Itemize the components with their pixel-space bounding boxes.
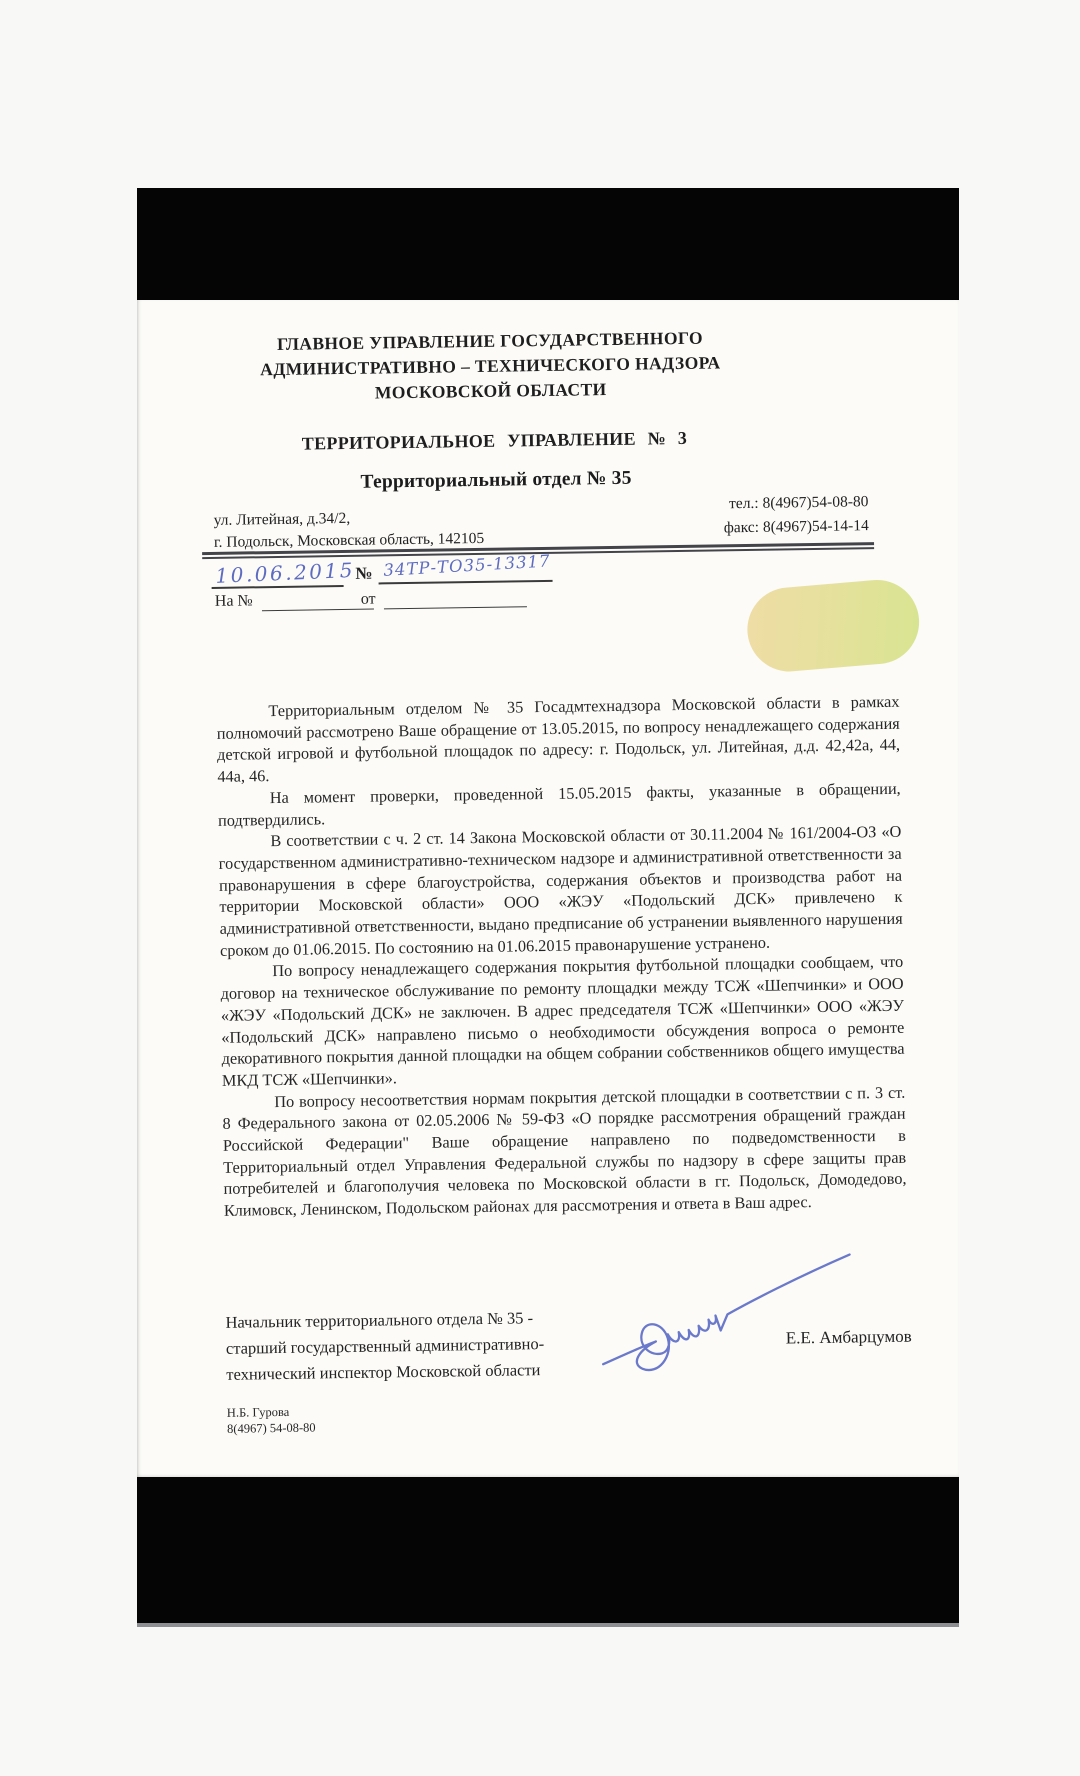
signer-name: Е.Е. Амбарцумов	[785, 1326, 912, 1348]
letter-page	[137, 300, 959, 1477]
letter-content	[127, 294, 966, 1483]
bottom-redaction-bar	[137, 1477, 959, 1627]
reply-from-underline	[384, 606, 527, 609]
letter-paragraph: На момент проверки, проведенной 15.05.2015 факты, указанные в обращении, подтвердились.	[217, 778, 901, 830]
signer-position-line1: Начальник территориального отдела № 35 -	[225, 1308, 534, 1332]
outgoing-number-handwritten: 34ТР-ТО35-13317	[382, 551, 552, 580]
fax-line: факс: 8(4967)54-14-14	[723, 517, 869, 537]
org-name-line1: ГЛАВНОЕ УПРАВЛЕНИЕ ГОСУДАРСТВЕННОГО	[276, 327, 704, 354]
org-name-line2: АДМИНИСТРАТИВНО – ТЕХНИЧЕСКОГО НАДЗОРА	[260, 352, 721, 380]
executor-phone: 8(4967) 54-08-80	[227, 1420, 316, 1436]
phone-line: тел.: 8(4967)54-08-80	[728, 493, 869, 513]
executor-block	[227, 1404, 316, 1437]
handwritten-signature	[597, 1250, 859, 1384]
contacts-block	[583, 490, 869, 542]
letterhead-org-name	[128, 323, 853, 409]
executor-name: Н.Б. Гурова	[226, 1404, 290, 1420]
signer-position-line3: технический инспектор Московской области	[226, 1360, 541, 1384]
number-underline	[379, 580, 553, 585]
letter-paragraph: По вопросу несоответствия нормам покрытия детской площадки в соответствии с п. 3 ст. 8 Федерального закона от 02.05.2006 № 59-ФЗ «О порядке рассмотрения обращений граждан Российской Федерации" Ваше обращение направлено по подведомственности в Территориальный отдел Управления Федеральной службы по надзору в сфере защиты прав потребителей и благополучия человека по Московской области в гг. Подольск, Домодедово, Климовск, Ленинском, Подольском районах для рассмотрения и ответа в Ваш адрес.	[222, 1082, 907, 1221]
scanned-letter	[137, 188, 959, 1623]
reply-number-underline	[262, 609, 374, 612]
reply-to-number-label: На №	[214, 592, 253, 610]
letter-paragraph: Территориальным отделом № 35 Госадмтехнадзора Московской области в рамках полномочий рассмотрено Ваше обращение от 13.05.2015, по вопросу ненадлежащего содержания детской игровой и футбольной площадок по адресу: г. Подольск, ул. Литейная, д.д. 42,42а, 44, 44а, 46.	[216, 691, 901, 786]
top-redaction-bar	[137, 188, 959, 300]
letter-body	[216, 691, 907, 1222]
address-block	[213, 506, 484, 554]
signer-position-block	[225, 1304, 626, 1388]
territorial-department-title: Территориальный отдел № 35	[360, 467, 632, 493]
org-name-line3: МОСКОВСКОЙ ОБЛАСТИ	[374, 379, 607, 403]
letter-paragraph: В соответствии с ч. 2 ст. 14 Закона Московской области от 30.11.2004 № 161/2004-ОЗ «О государственном административно-техническом надзоре и административной ответственности за правонарушения в сфере благоустройства, содержания объектов и производства работ на территории Московской области» ООО «ЖЭУ «Подольский ДСК» привлечено к административной ответственности, выдано предписание об устранении выявленного нарушения сроком до 01.06.2015. По состоянию на 01.06.2015 правонарушение устранено.	[218, 821, 903, 960]
number-sign-label: №	[355, 563, 373, 583]
redaction-sticker	[744, 577, 922, 675]
letter-paragraph: По вопросу ненадлежащего содержания покрытия футбольной площадки сообщаем, что договор на техническое обслуживание по ремонту площадки между ТСЖ «Шепчинки» и ООО «ЖЭУ «Подольский ДСК» не заключен. В адрес председателя ТСЖ «Шепчинки» ООО «ЖЭУ «Подольский ДСК» направлено письмо о необходимости обсуждения вопроса о ремонте декоративного покрытия данной площадки на общем собрании собственников общего имущества МКД ТСЖ «Шепчинки».	[220, 952, 905, 1090]
territorial-administration-title: ТЕРРИТОРИАЛЬНОЕ УПРАВЛЕНИЕ № 3	[301, 427, 688, 454]
reply-from-label: от	[360, 590, 376, 608]
address-line2: г. Подольск, Московская область, 142105	[213, 529, 485, 551]
signer-position-line2: старший государственный административно-	[225, 1334, 545, 1358]
outgoing-date-handwritten: 10.06.2015	[214, 557, 356, 588]
address-line1: ул. Литейная, д.34/2,	[213, 509, 351, 529]
